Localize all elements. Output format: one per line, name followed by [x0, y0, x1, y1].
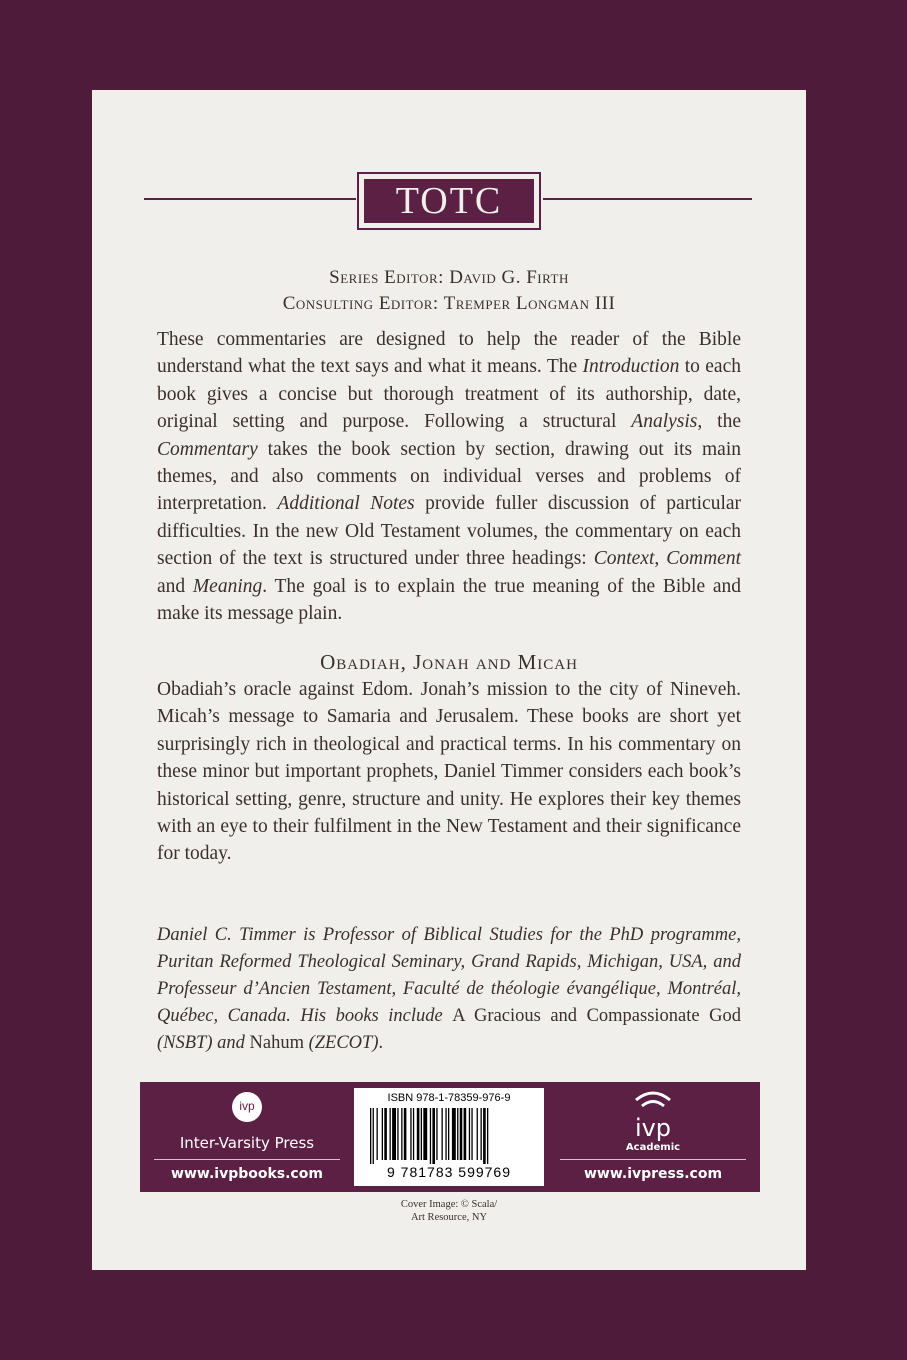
- ivp-logo-icon: ivp: [232, 1092, 262, 1122]
- publisher-name: Inter-Varsity Press: [179, 1134, 315, 1152]
- ivp-academic-block: [546, 1082, 760, 1192]
- publisher-url: www.ivpbooks.com: [171, 1166, 323, 1182]
- author-bio: Daniel C. Timmer is Professor of Biblical Studies for the PhD programme, Puritan Reformed Theological Seminary, Grand Rapids, Michigan, USA, and Professeur d’Ancien Testament, Faculté de théologie évangélique, Montréal, Québec, Canada. His books include A Gracious and Compassionate God (NSBT) and Nahum (ZECOT).: [157, 925, 741, 1053]
- divider: [560, 1159, 746, 1160]
- isbn-label: ISBN 978-1-78359-976-9: [387, 1092, 511, 1104]
- barcode-icon: [368, 1108, 530, 1164]
- book-title: Obadiah, Jonah and Micah: [320, 650, 578, 674]
- back-cover-panel: [92, 90, 806, 1270]
- barcode-digits: 9 781783 599769: [387, 1164, 511, 1180]
- editors-block: [92, 265, 806, 317]
- publisher-band: [140, 1082, 760, 1192]
- cover-credit: Cover Image: © Scala/ Art Resource, NY: [400, 1199, 498, 1223]
- series-abbrev: TOTC: [364, 179, 534, 223]
- series-description: These commentaries are designed to help the reader of the Bible understand what the text says and what it means. The Introduction to each book gives a concise but thorough treatment of its authorship, date, original setting and purpose. Following a structural Analysis, the Commentary takes the book section by section, drawing out its main themes, and also comments on individual verses and problems of interpretation. Additional Notes provide fuller discussion of particular difficulties. In the new Old Testament volumes, the commentary on each section of the text is structured under three headings: Context, Comment and Meaning. The goal is to explain the true meaning of the Bible and make its message plain.: [157, 329, 742, 625]
- academic-url: www.ivpress.com: [583, 1166, 723, 1182]
- series-logo: [357, 172, 541, 230]
- header-rule-left: [144, 198, 356, 200]
- barcode-block: [354, 1088, 544, 1186]
- book-description: Obadiah’s oracle against Edom. Jonah’s mission to the city of Nineveh. Micah’s message to Samaria and Jerusalem. These books are short yet surprisingly rich in theological and practical terms. In his commentary on these minor but important prophets, Daniel Timmer considers each book’s historical setting, genre, structure and unity. He explores their key themes with an eye to their fulfilment in the New Testament and their significance for today.: [157, 679, 741, 865]
- consulting-editor: Consulting Editor: Tremper Longman III: [282, 293, 616, 314]
- ivp-academic-logo-icon: [628, 1086, 678, 1146]
- ivp-publisher-block: [140, 1082, 354, 1192]
- header-rule-right: [543, 198, 752, 200]
- svg-text:ivp: ivp: [634, 1114, 672, 1142]
- series-editor: Series Editor: David G. Firth: [329, 267, 569, 288]
- academic-label: Academic: [625, 1142, 681, 1153]
- divider: [154, 1159, 340, 1160]
